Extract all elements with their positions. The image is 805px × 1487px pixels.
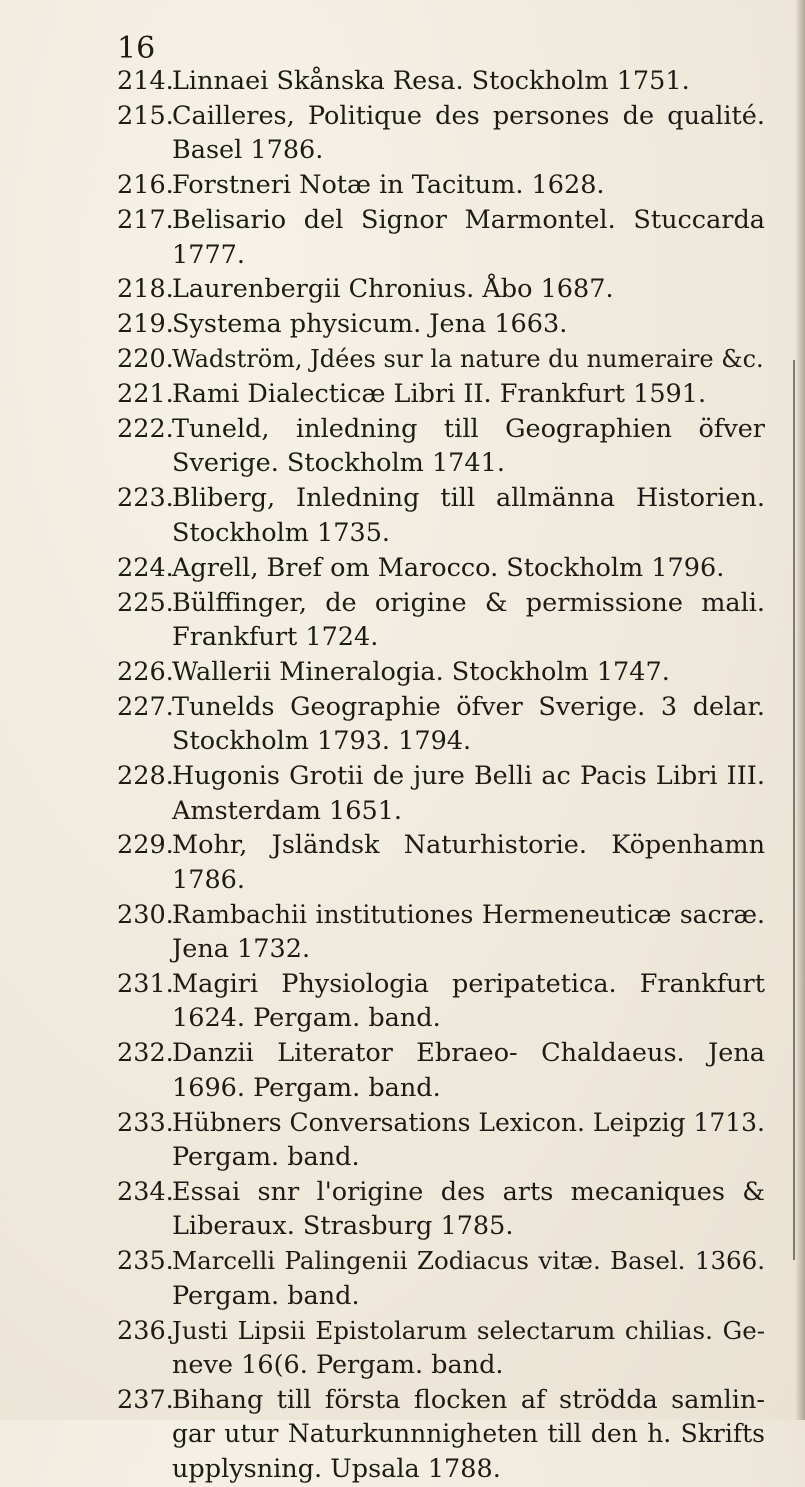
list-item — [0, 412, 805, 481]
list-item — [0, 99, 805, 168]
entry-text-line: Sverige. Stockholm 1741. — [172, 448, 505, 479]
entry-number: 223. — [117, 483, 174, 514]
page-edge-shadow — [795, 0, 805, 1420]
entry-text-line: Rami Dialecticæ Libri II. Frankfurt 1591. — [172, 379, 707, 410]
entry-text-line: Bihang till första flocken af strödda samlin- — [172, 1384, 765, 1415]
list-item — [0, 168, 805, 202]
entry-number: 224. — [117, 552, 174, 583]
page-number: 16 — [117, 31, 156, 66]
entry-number: 231. — [117, 969, 174, 1000]
list-item — [0, 1244, 805, 1313]
entry-text-line: Basel 1786. — [172, 135, 324, 166]
entry-text-line: Wadström, Jdées sur la nature du numeraire &c. — [172, 345, 764, 374]
list-item — [0, 898, 805, 967]
entry-text-line: Stockholm 1735. — [172, 517, 391, 548]
entry-text-line: Hugonis Grotii de jure Belli ac Pacis Libri III. — [172, 761, 765, 792]
entry-text-line: Bülffinger, de origine & permissione mali. — [172, 587, 765, 618]
list-item — [0, 377, 805, 411]
entry-text-line: Cailleres, Politique des persones de qualité. — [172, 100, 765, 131]
entry-number: 233. — [117, 1107, 174, 1138]
list-item — [0, 828, 805, 897]
entry-number: 226. — [117, 656, 174, 687]
entry-text-line: 1777. — [172, 239, 246, 270]
entry-text-line: Frankfurt 1724. — [172, 622, 379, 652]
entry-number: 214. — [117, 66, 174, 96]
entry-text-line: Linnaei Skånska Resa. Stockholm 1751. — [172, 66, 690, 96]
entry-text-line: gar utur Naturkunnnigheten till den h. Skrifts — [172, 1419, 765, 1449]
entry-number: 217. — [117, 205, 174, 236]
list-item — [0, 551, 805, 585]
entry-number: 237. — [117, 1384, 174, 1415]
entry-number: 229. — [117, 830, 174, 861]
entry-text-line: Amsterdam 1651. — [172, 795, 403, 826]
list-item — [0, 1175, 805, 1244]
entry-number: 222. — [117, 414, 174, 445]
list-item — [0, 690, 805, 759]
entry-text-line: Justi Lipsii Epistolarum selectarum chilias. Ge- — [172, 1315, 765, 1345]
list-item — [0, 655, 805, 689]
entry-text-line: 1786. — [172, 864, 246, 895]
list-item — [0, 1106, 805, 1175]
entry-text-line: Hübners Conversations Lexicon. Leipzig 1713. — [172, 1107, 766, 1137]
entry-text-line: Agrell, Bref om Marocco. Stockholm 1796. — [172, 552, 725, 583]
list-item — [0, 1036, 805, 1105]
entry-text-line: Pergam. band. — [172, 1142, 360, 1173]
entry-text-line: Liberaux. Strasburg 1785. — [172, 1211, 514, 1242]
list-item — [0, 586, 805, 655]
list-item — [0, 342, 805, 376]
entry-number: 228. — [117, 761, 174, 792]
entry-text-line: 1624. Pergam. band. — [172, 1003, 441, 1034]
entry-number: 225. — [117, 587, 174, 618]
entry-text-line: Bliberg, Inledning till allmänna Historien. — [172, 483, 765, 514]
entry-text-line: Pergam. band. — [172, 1280, 360, 1311]
entry-text-line: Jena 1732. — [172, 934, 311, 965]
entry-text-line: Marcelli Palingenii Zodiacus vitæ. Basel. 1366. — [172, 1246, 765, 1276]
entry-number: 227. — [117, 691, 174, 722]
bibliography-list — [0, 64, 805, 1487]
entry-text-line: Rambachii institutiones Hermeneuticæ sacræ. — [172, 899, 765, 929]
list-item — [0, 1383, 805, 1486]
entry-text-line: neve 16(6. Pergam. band. — [172, 1350, 504, 1381]
entry-text-line: Magiri Physiologia peripatetica. Frankfurt — [172, 969, 765, 1000]
entry-text-line: Stockholm 1793. 1794. — [172, 726, 472, 757]
list-item — [0, 64, 805, 98]
list-item — [0, 1314, 805, 1383]
entry-text-line: Wallerii Mineralogia. Stockholm 1747. — [172, 656, 670, 687]
entry-number: 218. — [117, 274, 174, 305]
entry-text-line: Tuneld, inledning till Geographien öfver — [172, 414, 765, 445]
entry-number: 215. — [117, 100, 174, 131]
page-fold-line — [793, 360, 795, 1260]
entry-number: 232. — [117, 1038, 174, 1069]
list-item — [0, 967, 805, 1036]
entry-number: 216. — [117, 170, 174, 201]
entry-text-line: Essai snr l'origine des arts mecaniques & — [172, 1177, 765, 1207]
entry-text-line: Belisario del Signor Marmontel. Stuccarda — [172, 205, 765, 236]
entry-number: 219. — [117, 309, 174, 340]
entry-text-line: 1696. Pergam. band. — [172, 1072, 441, 1103]
entry-number: 234. — [117, 1177, 174, 1207]
list-item — [0, 203, 805, 272]
entry-text-line: upplysning. Upsala 1788. — [172, 1453, 501, 1484]
entry-text-line: Mohr, Jsländsk Naturhistorie. Köpenhamn — [172, 830, 765, 861]
entry-number: 236. — [117, 1315, 174, 1346]
entry-text-line: Forstneri Notæ in Tacitum. 1628. — [172, 170, 605, 201]
entry-number: 220. — [117, 344, 174, 375]
entry-text-line: Tunelds Geographie öfver Sverige. 3 delar. — [172, 691, 765, 722]
entry-number: 221. — [117, 379, 174, 410]
entry-number: 235. — [117, 1246, 174, 1277]
list-item — [0, 272, 805, 306]
entry-text-line: Systema physicum. Jena 1663. — [172, 309, 568, 340]
list-item — [0, 307, 805, 341]
entry-number: 230. — [117, 899, 174, 930]
list-item — [0, 759, 805, 828]
entry-text-line: Danzii Literator Ebraeo- Chaldaeus. Jena — [172, 1038, 765, 1069]
list-item — [0, 481, 805, 550]
entry-text-line: Laurenbergii Chronius. Åbo 1687. — [172, 274, 614, 305]
